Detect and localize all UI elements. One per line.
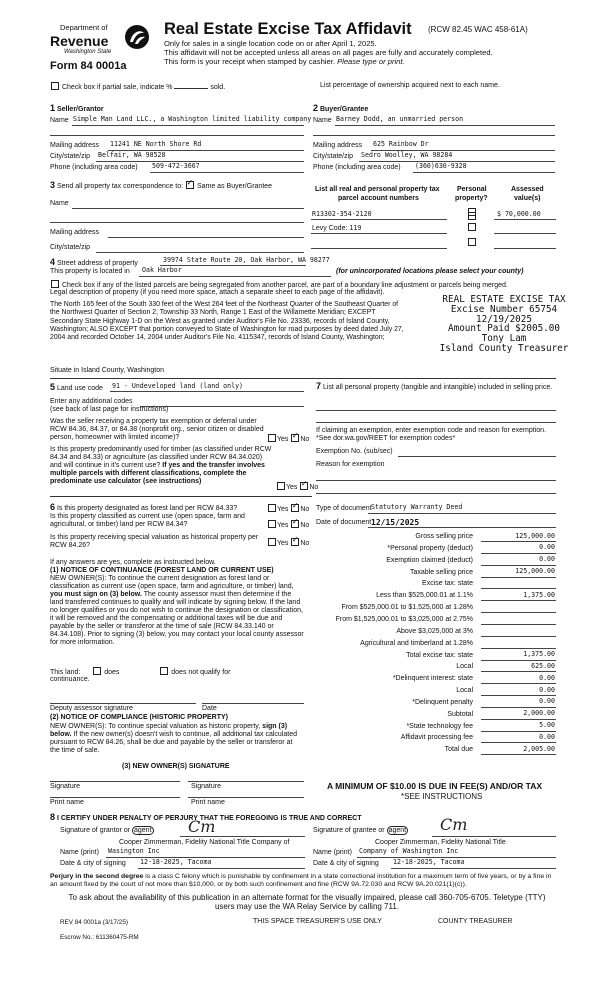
grantee-name[interactable]: Company of Washington Inc (359, 847, 459, 855)
grantor-date-label: Date & city of signing (60, 860, 126, 867)
same-as-buyer-checkbox[interactable] (186, 181, 194, 189)
buyer-mailing-label: Mailing address (313, 142, 363, 149)
tax-row-value[interactable]: 0.00 (539, 697, 555, 706)
segregated-row: Check box if any of the listed parcels are being segregated from another parcel, are part of a boundary line adjustment or parcels being merged. (50, 280, 508, 290)
if-yes-note: If any answers are yes, complete as instructed below. (50, 559, 216, 566)
tax-row-value[interactable]: 625.00 (531, 661, 555, 670)
q6c-no-checkbox[interactable] (291, 538, 299, 546)
treasurer-use-label: THIS SPACE TREASURER'S USE ONLY (253, 918, 382, 925)
section4-street: 4 Street address of property (50, 257, 138, 267)
tax-row-value[interactable]: 2,005.00 (523, 744, 555, 753)
exemption-question: Was the seller receiving a property tax exemption or deferral under RCW 84.36, 84.37, or 84.38 (nonprofit org., senior citizen or disabled person, homeowner with limited income)? (50, 418, 264, 442)
tax-row-value[interactable]: 0.00 (539, 673, 555, 682)
additional-codes-label: Enter any additional codes (50, 398, 133, 405)
assessed-col-header-2: value(s) (514, 195, 541, 202)
buyer-heading: 2 Buyer/Grantee (313, 103, 369, 113)
q6c-yes-checkbox[interactable] (268, 538, 276, 546)
tax-row-label: Total due (444, 746, 473, 754)
tax-row-label: Excise tax: state (422, 580, 473, 588)
grantee-date-city[interactable]: 12-18-2025, Tacoma (393, 858, 465, 866)
owner-print-name-label-1: Print name (50, 799, 84, 806)
deputy-date-label: Date (202, 705, 217, 712)
reason-label: Reason for exemption (316, 461, 385, 468)
grantee-date-label: Date & city of signing (313, 860, 379, 867)
levy-code: Levy Code: 119 (312, 224, 362, 232)
q6b-yes-no: Yes ✓ No (267, 520, 309, 530)
tax-row-label: Less than $525,000.01 at 1.1% (376, 592, 473, 600)
seller-heading: 1 Seller/Grantor (50, 103, 104, 113)
new-owner-signature-title: (3) NEW OWNER(S) SIGNATURE (122, 763, 230, 770)
land-use-row: 5 Land use code (50, 382, 103, 392)
dept-state: Washington State (64, 49, 112, 55)
tax-row-label: *Delinquent interest: state (392, 675, 473, 683)
buyer-city-label: City/state/zip (313, 153, 354, 160)
doc-date-label: Date of document (316, 519, 372, 526)
legal-description: The North 165 feet of the South 330 feet of the West 264 feet of the Northeast Quarter of the Southeast Quarter of the Northwest Quarter of Section 2, Township 33 North, Range 1 East of the Willamette Meridian; EXCEPT Secondary State Highway 1-D on the West as granted under Auditor's File No. 23336, records of Island County, Washington; ALSO EXCEPT that portion conveyed to State of Washington for road purposes by deed dated July 27, 2004 and recorded October 14, 2004 under Auditor's File No. 4115347, records of Island County, Washington; (50, 301, 404, 342)
tax-row-label: Local (456, 663, 473, 671)
tax-row-label: From $1,525,000.01 to $3,025,000 at 2.75% (335, 615, 473, 623)
q6a-no-checkbox[interactable] (291, 504, 299, 512)
owner-print-name-label-2: Print name (191, 799, 225, 806)
grantor-date-city[interactable]: 12-18-2025, Tacoma (140, 858, 212, 866)
tax-row-label: Affidavit processing fee (400, 734, 473, 742)
section3-name-label: Name (50, 200, 69, 207)
excise-stamp: REAL ESTATE EXCISE TAX Excise Number 65754 12/19/2025 Amount Paid $2005.00 Tony Lam Island County Treasurer (439, 294, 569, 354)
seller-name[interactable]: Simple Man Land LLC., a Washington limited liability company (73, 115, 312, 123)
seller-city[interactable]: Belfair, WA 98528 (98, 151, 166, 159)
grantee-signature[interactable]: Cm (440, 815, 468, 834)
property-address[interactable]: 39974 State Route 20, Oak Harbor, WA 98277 (163, 256, 330, 264)
personal-property-checkbox-4[interactable] (468, 238, 476, 246)
tax-row-value[interactable]: 2,000.00 (523, 709, 555, 718)
continuance-label: continuance. (50, 676, 90, 683)
tax-row-label: Local (456, 687, 473, 695)
seller-phone[interactable]: 509-472-3667 (152, 162, 200, 170)
section3-mailing-label: Mailing address (50, 229, 100, 236)
form-number: Form 84 0001a (50, 60, 127, 72)
tax-row-value[interactable]: 125,000.00 (515, 567, 555, 576)
tax-row-label: Subtotal (447, 710, 473, 718)
doc-type-label: Type of document (316, 505, 372, 512)
located-label: This property is located in (50, 268, 130, 275)
q6a-yes-no: Yes ✓ No (267, 504, 309, 514)
buyer-name[interactable]: Barney Dodd, an unmarried person (336, 115, 464, 123)
perjury-warning: Perjury in the second degree is a class C felony which is punishable by confinement in a state correctional institution for a maximum term of five years, or by a fine in an amount fixed by the court of not more than $10,000, or by both such confinement and fine (RCW 9A.72.030 and RCW 9A.20.021(1)(c)). (50, 873, 552, 888)
buyer-phone-label: Phone (including area code) (313, 164, 401, 171)
buyer-city[interactable]: Sedro Woolley, WA 98284 (361, 151, 453, 159)
q2-yes-checkbox[interactable] (277, 482, 285, 490)
q1-yes-no: Yes ✓ No (267, 434, 309, 444)
certify-heading: 8 I CERTIFY UNDER PENALTY OF PERJURY THAT THE FOREGOING IS TRUE AND CORRECT (50, 812, 362, 822)
tax-row-value[interactable]: 0.00 (539, 555, 555, 564)
located-note: (for unincorporated locations please select your county) (336, 268, 524, 275)
tax-row-value[interactable]: 1,375.00 (523, 650, 555, 658)
availability-note: To ask about the availability of this publication in an alternate format for the visually impaired, please call 360-705-6705. Teletype (TTY) users may use the WA Relay Service by calling 711. (68, 893, 546, 912)
buyer-phone[interactable]: (360)630-9328 (415, 162, 467, 170)
tax-row-label: Total excise tax: state (406, 651, 473, 659)
doc-date[interactable]: 12/15/2025 (371, 518, 420, 527)
tax-row-value[interactable]: 1,375.00 (523, 590, 555, 599)
historic-question: Is this property receiving special valuation as historical property per RCW 84.26? (50, 534, 259, 550)
seller-mailing[interactable]: 11241 NE North Shore Rd (110, 140, 202, 148)
q6a-yes-checkbox[interactable] (268, 504, 276, 512)
header-note-2: This affidavit will not be accepted unless all areas on all pages are fully and accurately completed. (164, 48, 493, 57)
tax-row-label: Exemption claimed (deduct) (386, 556, 473, 564)
personal-col-header-1: Personal (457, 186, 487, 193)
q1-no-checkbox[interactable] (291, 434, 299, 442)
q1-yes-checkbox[interactable] (268, 434, 276, 442)
seller-phone-label: Phone (including area code) (50, 164, 138, 171)
grantor-signature[interactable]: Cm (188, 817, 216, 836)
located-in[interactable]: Oak Harbor (142, 266, 182, 274)
exemption-note: If claiming an exemption, enter exemption code and reason for exemption. *See dor.wa.gov/REET for exemption codes* (316, 427, 546, 443)
grantee-signature-label: Signature of grantee or agent (313, 827, 407, 834)
partial-sale-checkbox[interactable] (51, 82, 59, 90)
current-use-question: Is this property classified as current use (open space, farm and agricultural, or timber) land per RCW 84.34? (50, 513, 245, 529)
header-note-3: This form is your receipt when stamped by cashier. Please type or print. (164, 57, 405, 66)
grantor-agent-name: Cooper Zimmerman, Fidelity National Title Company of (119, 839, 290, 846)
deputy-signature-label: Deputy assessor signature (50, 705, 133, 712)
grantor-name[interactable]: Wasington Inc (108, 847, 160, 855)
parcel-col-header-2: parcel account numbers (338, 195, 419, 202)
tax-row-label: Taxable selling price (409, 568, 473, 576)
partial-sale-row: Check box if partial sale, indicate % sold. (50, 82, 225, 92)
assessed-col-header-1: Assessed (511, 186, 544, 193)
partial-sale-percent[interactable] (174, 88, 208, 89)
tax-row-label: *Personal property (deduct) (387, 544, 473, 552)
dept-label: Department of (60, 23, 108, 32)
notice-compliance-title: (2) NOTICE OF COMPLIANCE (HISTORIC PROPERTY) (50, 714, 228, 721)
page-title: Real Estate Excise Tax Affidavit (164, 20, 412, 38)
grantee-agent-name: Cooper Zimmerman, Fidelity National Title (375, 839, 506, 846)
notice-continuance-title: (1) NOTICE OF CONTINUANCE (FOREST LAND OR CURRENT USE) (50, 567, 274, 574)
q6c-yes-no: Yes ✓ No (267, 538, 309, 548)
owner-signature-label-1: Signature (50, 783, 80, 790)
dept-name: Revenue (50, 33, 109, 49)
notice-continuance-text: NEW OWNER(S): To continue the current designation as forest land or classification as current use (open space, farm and agriculture, or timber) land, you must sign on (3) below. The county assessor must then determine if the land transferred continues to qualify and will indicate by signing below. If the land no longer qualifies or you do not wish to continue the designation or classification, it will be removed and the compensating or additional taxes will be due and payable by the seller or transferor at the time of sale (RCW 84.33.140 or 84.34.108). Prior to signing (3) below, you may contact your local county assessor for more information. (50, 575, 304, 647)
exemption-no-label: Exemption No. (sub/sec) (316, 448, 393, 455)
seller-city-label: City/state/zip (50, 153, 91, 160)
revenue-logo-icon (124, 24, 150, 50)
revision: REV 84 0001a (3/17/25) (60, 919, 128, 926)
does-not-qualify-checkbox[interactable] (160, 667, 168, 675)
tax-row-value[interactable]: 0.00 (539, 732, 555, 741)
grantor-name-label: Name (print) (60, 849, 99, 856)
tax-row-value[interactable]: 0.00 (539, 543, 555, 552)
q6b-yes-checkbox[interactable] (268, 520, 276, 528)
tax-row-label: From $525,000.01 to $1,525,000 at 1.28% (341, 604, 473, 612)
q2-no-checkbox[interactable] (300, 482, 308, 490)
tax-row-label: Agricultural and timberland at 1.28% (360, 639, 473, 647)
minimum-fee-note: A MINIMUM OF $10.00 IS DUE IN FEE(S) AND/OR TAX (327, 781, 543, 791)
q6b-no-checkbox[interactable] (291, 520, 299, 528)
parcel-number[interactable]: R13302-354-2120 (312, 210, 372, 218)
section3-heading: 3 Send all property tax correspondence to: ✓ Same as Buyer/Grantee (50, 180, 272, 191)
buyer-mailing[interactable]: 625 Rainbow Dr (373, 140, 429, 148)
ownership-note: List percentage of ownership acquired next to each name. (320, 82, 500, 89)
grantor-signature-label: Signature of grantor or agent (60, 827, 152, 834)
situate: Situate in Island County, Washington (50, 367, 165, 374)
section7-label: 7 List all personal property (tangible and intangible) included in selling price. (316, 381, 553, 391)
land-use-code[interactable]: 91 - Undeveloped land (land only) (112, 382, 244, 390)
segregated-checkbox[interactable] (51, 280, 59, 288)
assessed-value[interactable]: $ 70,000.00 (497, 210, 541, 218)
legal-label: Legal description of property (if you need more space, attach a separate sheet to each page of the affidavit). (50, 289, 385, 296)
escrow-number: Escrow No.: 611360475-RM (60, 934, 139, 941)
this-land-row: This land: does does not qualify for (50, 669, 231, 676)
tax-row-label: Above $3,025,000 at 3% (396, 627, 473, 635)
forest-land-question: 6 Is this property designated as forest land per RCW 84.33? (50, 502, 238, 512)
county-treasurer-label: COUNTY TREASURER (438, 918, 513, 925)
tax-row-value[interactable]: 0.00 (539, 685, 555, 694)
q2-yes-no: Yes ✓ No (276, 482, 318, 492)
tax-row-value[interactable]: 125,000.00 (515, 531, 555, 540)
tax-row-value[interactable]: 5.00 (539, 721, 555, 730)
owner-signature-label-2: Signature (191, 783, 221, 790)
tax-row-label: *Delinquent penalty (412, 698, 473, 706)
see-back-label: (see back of last page for instructions) (50, 406, 169, 413)
doc-type[interactable]: Statutory Warranty Deed (371, 503, 463, 511)
personal-property-checkbox-3[interactable] (468, 223, 476, 231)
buyer-name-label: Name (313, 117, 332, 124)
rcw-reference: (RCW 82.45 WAC 458-61A) (428, 25, 528, 34)
does-qualify-checkbox[interactable] (93, 667, 101, 675)
tax-row-label: Gross selling price (415, 533, 473, 540)
seller-name-label: Name (50, 117, 69, 124)
seller-mailing-label: Mailing address (50, 142, 100, 149)
timber-question: Is this property predominantly used for timber (as classified under RCW 84.34 and 84.33) or agriculture (as classified under RCW 84.34.020) and will continue in it's current use? If yes and the transfer involves multiple parcels with different classifications, complete the predominate use calculator (see instructions) (50, 446, 272, 486)
tax-row-label: *State technology fee (406, 722, 473, 730)
notice-compliance-text: NEW OWNER(S): To continue special valuation as historic property, sign (3) below. If the new owner(s) doesn't wish to continue, all additional tax calculated pursuant to RCW 84.26, shall be due and payable by the seller or transferor at the time of sale. (50, 723, 298, 755)
section3-city-label: City/state/zip (50, 244, 91, 251)
personal-col-header-2: property? (455, 195, 488, 202)
parcel-col-header-1: List all real and personal property tax (315, 186, 440, 193)
header-note-1: Only for sales in a single location code on or after April 1, 2025. (164, 39, 377, 48)
see-instructions: *SEE INSTRUCTIONS (401, 792, 483, 801)
personal-property-checkbox-2[interactable] (468, 212, 476, 220)
grantee-name-label: Name (print) (313, 849, 352, 856)
